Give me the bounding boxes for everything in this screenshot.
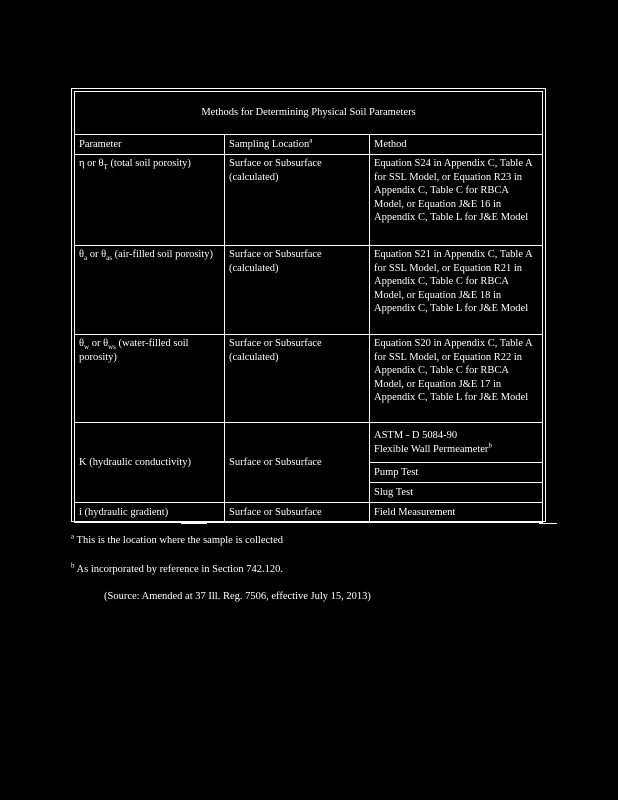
parameter-cell: η or $\theta_T$ (total soil porosity) [75,155,225,246]
location-cell: Surface or Subsurface [225,503,370,523]
location-cell: Surface or Subsurface (calculated) [225,155,370,246]
table-row [75,155,543,246]
method-cell: Equation S21 in Appendix C, Table A for SSL Model, or Equation R21 in Appendix C, Table C for RBCA Model, or Equation J&E 18 in Appendix C, Table L for J&E Model [370,246,543,335]
table-row [75,246,543,335]
divider [181,523,207,524]
method-cell: Equation S20 in Appendix C, Table A for SSL Model, or Equation R22 in Appendix C, Table C for RBCA Model, or Equation J&E 17 in Appendix C, Table L for J&E Model [370,335,543,423]
header-sampling-location: Sampling Location$^a$ [225,135,370,155]
method-cell: Equation S24 in Appendix C, Table A for SSL Model, or Equation R23 in Appendix C, Table C for RBCA Model, or Equation J&E 16 in Appendix C, Table L for J&E Model [370,155,543,246]
location-cell: Surface or Subsurface (calculated) [225,335,370,423]
parameter-cell: i (hydraulic gradient) [75,503,225,523]
header-method: Method [370,135,543,155]
parameter-cell: $\theta_a$ or $\theta_{as}$ (air-filled soil porosity) [75,246,225,335]
method-cell-astm: ASTM - D 5084-90 Flexible Wall Permeameter$^b$ [370,423,543,463]
location-cell: Surface or Subsurface (calculated) [225,246,370,335]
table-row [75,335,543,423]
method-cell: Field Measurement [370,503,543,523]
source-note: (Source: Amended at 37 Ill. Reg. 7506, effective July 15, 2013) [104,591,371,602]
soil-parameters-table [74,91,543,523]
parameter-cell: $\theta_w$ or $\theta_{ws}$ (water-filled soil porosity) [75,335,225,423]
method-cell-pump-test: Pump Test [370,463,543,483]
header-parameter: Parameter [75,135,225,155]
footnote-b: $^b$ As incorporated by reference in Section 742.120. [71,561,283,575]
location-cell: Surface or Subsurface [225,423,370,503]
table-row [75,423,543,463]
method-cell-slug-test: Slug Test [370,483,543,503]
divider [539,523,557,524]
table-title: Methods for Determining Physical Soil Parameters [75,92,543,135]
parameter-cell: K (hydraulic conductivity) [75,423,225,503]
footnote-a: $^a$ This is the location where the sample is collected [71,532,283,546]
table-row [75,503,543,523]
